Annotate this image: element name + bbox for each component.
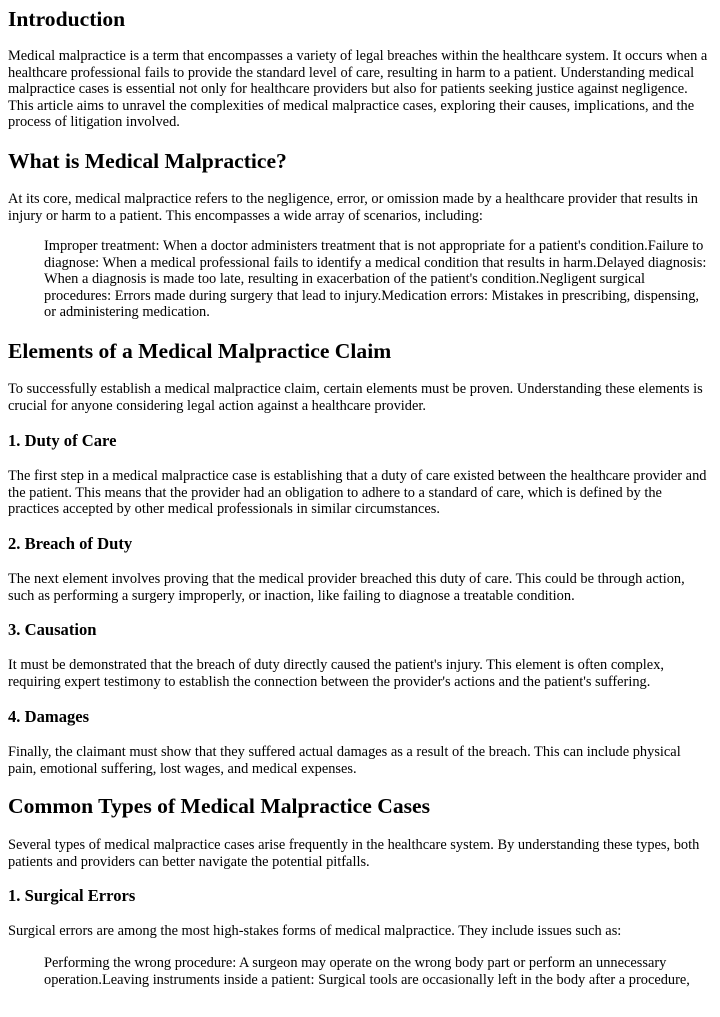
paragraph-elements-of-claim bbox=[8, 381, 720, 414]
paragraph-surgical-errors bbox=[8, 923, 720, 940]
text-line: procedures: Errors made during surgery that lead to injury.Medication errors: Mistakes in prescribing, dispensing, bbox=[44, 287, 700, 304]
text-line: At its core, medical malpractice refers to the negligence, error, or omission made by a healthcare provider that results in bbox=[8, 191, 698, 207]
list-surgical-errors bbox=[44, 955, 720, 988]
text-line: such as performing a surgery improperly, or inaction, like failing to diagnose a treatable condition. bbox=[8, 587, 575, 604]
paragraph-what-is-malpractice bbox=[8, 191, 720, 224]
text-line: Improper treatment: When a doctor administers treatment that is not appropriate for a patient's condition.Failure to bbox=[44, 238, 704, 254]
heading-introduction: Introduction bbox=[8, 7, 126, 31]
heading-damages: 4. Damages bbox=[8, 707, 90, 726]
list-malpractice-scenarios bbox=[44, 238, 720, 321]
paragraph-introduction bbox=[8, 48, 720, 131]
paragraph-causation bbox=[8, 657, 720, 690]
text-line: or administering medication. bbox=[44, 304, 210, 321]
text-line: injury or harm to a patient. This encompasses a wide array of scenarios, including: bbox=[8, 207, 483, 224]
text-line: patients and providers can better navigate the potential pitfalls. bbox=[8, 853, 370, 870]
paragraph-damages bbox=[8, 744, 720, 777]
text-line: requiring expert testimony to establish the connection between the provider's actions and the patient's suffering. bbox=[8, 673, 651, 690]
text-line: Medical malpractice is a term that encompasses a variety of legal breaches within the healthcare system. It occurs when a bbox=[8, 48, 708, 64]
text-line: the patient. This means that the provider had an obligation to adhere to a standard of care, which is defined by the bbox=[8, 484, 662, 501]
paragraph-breach-of-duty bbox=[8, 571, 720, 604]
text-line: healthcare professional fails to provide the standard level of care, resulting in harm to a patient. Understanding medical bbox=[8, 64, 695, 81]
text-line: practices accepted by other medical professionals in similar circumstances. bbox=[8, 501, 440, 518]
paragraph-duty-of-care bbox=[8, 468, 720, 518]
text-line: When a diagnosis is made too late, resulting in exacerbation of the patient's condition.Negligent surgical bbox=[44, 271, 645, 288]
heading-breach-of-duty: 2. Breach of Duty bbox=[8, 534, 133, 553]
text-line: Finally, the claimant must show that they suffered actual damages as a result of the breach. This can include physical bbox=[8, 744, 681, 760]
heading-elements-of-claim: Elements of a Medical Malpractice Claim bbox=[8, 339, 392, 363]
text-line: Several types of medical malpractice cases arise frequently in the healthcare system. By understanding these types, both bbox=[8, 837, 700, 853]
paragraph-common-types bbox=[8, 837, 720, 870]
text-line: crucial for anyone considering legal action against a healthcare provider. bbox=[8, 397, 426, 414]
text-line: operation.Leaving instruments inside a patient: Surgical tools are occasionally left in the body after a procedure, bbox=[44, 971, 690, 988]
text-line: pain, emotional suffering, lost wages, and medical expenses. bbox=[8, 760, 357, 777]
text-line: It must be demonstrated that the breach of duty directly caused the patient's injury. This element is often complex, bbox=[8, 657, 664, 673]
heading-common-types: Common Types of Medical Malpractice Cases bbox=[8, 794, 431, 818]
heading-causation: 3. Causation bbox=[8, 620, 97, 639]
text-line: malpractice cases is essential not only for healthcare providers but also for patients seeking justice against negligence. bbox=[8, 81, 688, 98]
text-line: Surgical errors are among the most high-stakes forms of medical malpractice. They include issues such as: bbox=[8, 923, 622, 939]
text-line: Performing the wrong procedure: A surgeon may operate on the wrong body part or perform an unnecessary bbox=[44, 955, 667, 971]
heading-duty-of-care: 1. Duty of Care bbox=[8, 431, 117, 450]
heading-what-is-malpractice: What is Medical Malpractice? bbox=[8, 149, 287, 173]
text-line: diagnose: When a medical professional fails to identify a medical condition that results in harm.Delayed diagnosis: bbox=[44, 254, 707, 271]
text-line: To successfully establish a medical malpractice claim, certain elements must be proven. Understanding these elements is bbox=[8, 381, 703, 397]
text-line: This article aims to unravel the complexities of medical malpractice cases, exploring their causes, implications, and the bbox=[8, 97, 695, 114]
text-line: process of litigation involved. bbox=[8, 114, 180, 131]
heading-surgical-errors: 1. Surgical Errors bbox=[8, 886, 136, 905]
text-line: The next element involves proving that the medical provider breached this duty of care. This could be through action, bbox=[8, 571, 685, 587]
text-line: The first step in a medical malpractice case is establishing that a duty of care existed between the healthcare provider and bbox=[8, 468, 707, 484]
